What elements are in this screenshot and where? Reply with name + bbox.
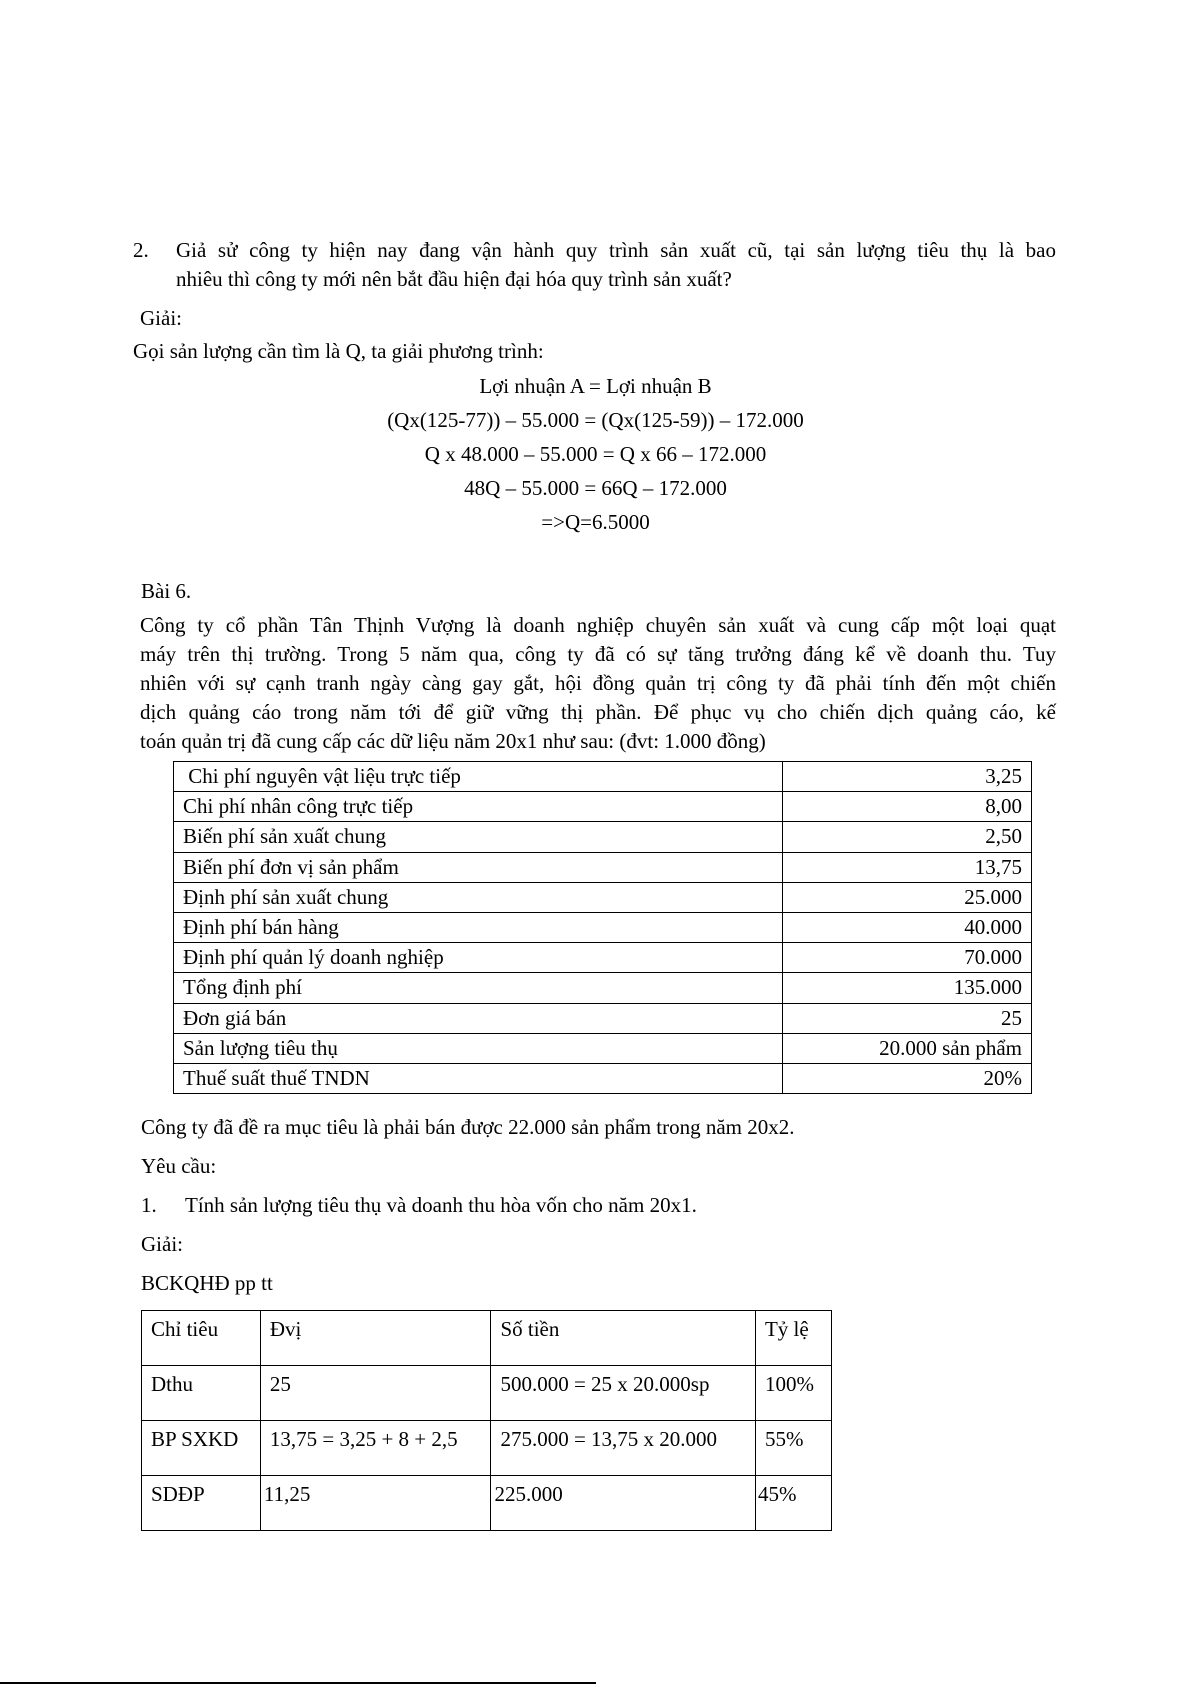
table-cell: Dthu — [142, 1366, 261, 1421]
table-cell: 500.000 = 25 x 20.000sp — [491, 1366, 756, 1421]
table-row — [142, 1366, 832, 1421]
table-row — [174, 792, 1032, 822]
question-number: 2. — [133, 238, 149, 262]
table-row — [142, 1476, 832, 1531]
row-label: Sản lượng tiêu thụ — [174, 1033, 783, 1063]
row-label: Định phí bán hàng — [174, 912, 783, 942]
row-value: 70.000 — [783, 943, 1032, 973]
report-title: BCKQHĐ pp tt — [141, 1271, 273, 1295]
table-cell: 13,75 = 3,25 + 8 + 2,5 — [260, 1421, 491, 1476]
row-label: Tổng định phí — [174, 973, 783, 1003]
table-row — [174, 1003, 1032, 1033]
row-label: Chi phí nguyên vật liệu trực tiếp — [174, 762, 783, 792]
solution-heading: Giải: — [141, 1232, 183, 1256]
row-label: Đơn giá bán — [174, 1003, 783, 1033]
table-cell: BP SXKD — [142, 1421, 261, 1476]
table-row — [174, 943, 1032, 973]
row-value: 8,00 — [783, 792, 1032, 822]
requirements-heading: Yêu cầu: — [141, 1154, 217, 1178]
column-header: Chỉ tiêu — [142, 1311, 261, 1366]
equation-text: 48Q – 55.000 = 66Q – 172.000 — [464, 476, 727, 500]
column-header: Số tiền — [491, 1311, 756, 1366]
row-value: 20.000 sản phẩm — [783, 1033, 1032, 1063]
question-line: nhiêu thì công ty mới nên bắt đầu hiện đại hóa quy trình sản xuất? — [176, 267, 732, 291]
table-row — [174, 882, 1032, 912]
paragraph-line: nhiên với sự cạnh tranh ngày càng gay gắt, hội đồng quản trị công ty đã phải tính đến một chiến — [140, 671, 1056, 695]
solution-intro: Gọi sản lượng cần tìm là Q, ta giải phương trình: — [133, 339, 544, 363]
table-cell: 100% — [755, 1366, 831, 1421]
equation-text: (Qx(125-77)) – 55.000 = (Qx(125-59)) – 172.000 — [387, 408, 804, 432]
row-value: 135.000 — [783, 973, 1032, 1003]
row-label: Biến phí sản xuất chung — [174, 822, 783, 852]
row-value: 13,75 — [783, 852, 1032, 882]
row-label: Chi phí nhân công trực tiếp — [174, 792, 783, 822]
footnote-separator — [0, 1682, 596, 1684]
table-row — [174, 973, 1032, 1003]
row-value: 3,25 — [783, 762, 1032, 792]
solution-heading: Giải: — [140, 306, 182, 330]
table-row — [174, 822, 1032, 852]
equation-result — [0, 510, 1191, 535]
row-label: Định phí sản xuất chung — [174, 882, 783, 912]
equation-text: Lợi nhuận A = Lợi nhuận B — [479, 374, 712, 398]
paragraph-line: toán quản trị đã cung cấp các dữ liệu năm 20x1 như sau: (đvt: 1.000 đồng) — [140, 729, 766, 753]
cost-data-table — [173, 761, 1032, 1094]
table-cell: 11,25 — [260, 1476, 491, 1531]
requirement-item — [141, 1195, 157, 1216]
table-cell: SDĐP — [142, 1476, 261, 1531]
paragraph-line: dịch quảng cáo trong năm tới để giữ vững thị phần. Để phục vụ cho chiến dịch quảng cáo, kế — [140, 700, 1056, 724]
equation-line — [0, 408, 1191, 433]
equation-text: Q x 48.000 – 55.000 = Q x 66 – 172.000 — [424, 442, 767, 466]
table-header-row — [142, 1311, 832, 1366]
income-statement-table — [141, 1310, 832, 1531]
paragraph-line: Công ty cổ phần Tân Thịnh Vượng là doanh nghiệp chuyên sản xuất và cung cấp một loại quạt — [140, 613, 1056, 637]
table-row — [174, 1033, 1032, 1063]
exercise-title: Bài 6. — [141, 579, 192, 603]
equation-line — [0, 374, 1191, 399]
requirement-text: Tính sản lượng tiêu thụ và doanh thu hòa vốn cho năm 20x1. — [185, 1193, 697, 1217]
row-value: 25.000 — [783, 882, 1032, 912]
table-row — [174, 762, 1032, 792]
question-text — [176, 236, 1056, 294]
row-label: Biến phí đơn vị sản phẩm — [174, 852, 783, 882]
exercise-paragraph — [140, 611, 1056, 756]
row-label: Định phí quản lý doanh nghiệp — [174, 943, 783, 973]
requirement-number: 1. — [141, 1193, 157, 1217]
table-cell: 55% — [755, 1421, 831, 1476]
question-line: Giả sử công ty hiện nay đang vận hành quy trình sản xuất cũ, tại sản lượng tiêu thụ là bao — [176, 238, 1056, 262]
column-header: Đvị — [260, 1311, 491, 1366]
paragraph-line: máy trên thị trường. Trong 5 năm qua, công ty đã có sự tăng trưởng đáng kể về doanh thu. Tuy — [140, 642, 1056, 666]
equation-text: =>Q=6.5000 — [541, 510, 650, 534]
equation-line — [0, 442, 1191, 467]
row-value: 2,50 — [783, 822, 1032, 852]
column-header: Tỷ lệ — [755, 1311, 831, 1366]
table-cell: 275.000 = 13,75 x 20.000 — [491, 1421, 756, 1476]
table-cell: 225.000 — [491, 1476, 756, 1531]
table-row — [142, 1421, 832, 1476]
equation-line — [0, 476, 1191, 501]
row-value: 40.000 — [783, 912, 1032, 942]
row-value: 25 — [783, 1003, 1032, 1033]
table-row — [174, 852, 1032, 882]
row-label: Thuế suất thuế TNDN — [174, 1063, 783, 1093]
table-row — [174, 1063, 1032, 1093]
table-row — [174, 912, 1032, 942]
target-statement: Công ty đã đề ra mục tiêu là phải bán được 22.000 sản phẩm trong năm 20x2. — [141, 1115, 795, 1139]
row-value: 20% — [783, 1063, 1032, 1093]
table-cell: 25 — [260, 1366, 491, 1421]
table-cell: 45% — [755, 1476, 831, 1531]
